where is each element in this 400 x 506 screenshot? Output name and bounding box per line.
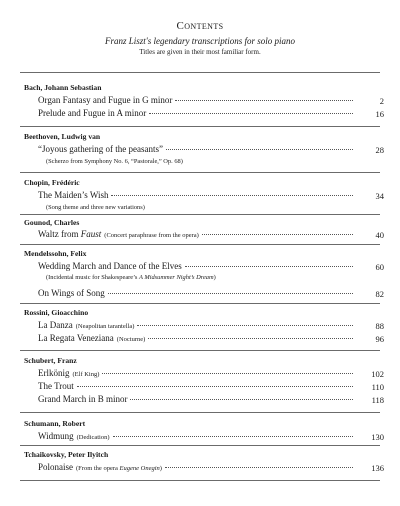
- leader-dots: [149, 112, 353, 114]
- composer-heading: Beethoven, Ludwig van: [24, 132, 101, 141]
- section-rule: [20, 303, 380, 304]
- header-rule: [20, 72, 380, 73]
- toc-entry[interactable]: [38, 95, 356, 107]
- leader-dots: [108, 292, 353, 294]
- entry-title: [38, 333, 145, 343]
- toc-entry[interactable]: [38, 333, 356, 345]
- entry-title: Wedding March and Dance of the Elves: [38, 261, 182, 271]
- section-rule: [20, 214, 380, 215]
- composer-heading: Tchaikovsky, Peter Ilyitch: [24, 450, 109, 459]
- entry-title: [38, 229, 199, 239]
- toc-entry[interactable]: [38, 288, 356, 300]
- toc-entry[interactable]: [38, 229, 356, 241]
- entry-extra: [76, 465, 162, 472]
- composer-heading: Rossini, Gioacchino: [24, 308, 89, 317]
- page-number: 60: [375, 262, 384, 272]
- entry-subtitle-text: ): [213, 274, 216, 281]
- page-number: 40: [375, 230, 384, 240]
- entry-title: On Wings of Song: [38, 288, 105, 298]
- leader-dots: [202, 233, 353, 235]
- page-number: 102: [371, 369, 384, 379]
- entry-subtitle: [46, 274, 216, 281]
- section-rule: [20, 445, 380, 446]
- entry-title: Grand March in B minor: [38, 394, 128, 404]
- leader-dots: [166, 148, 353, 150]
- page-number: 34: [375, 191, 384, 201]
- leader-dots: [165, 466, 353, 468]
- entry-title-text: Polonaise: [38, 462, 73, 472]
- page-number: 96: [375, 334, 384, 344]
- section-rule: [20, 412, 380, 413]
- page-note: Titles are given in their most familiar form.: [139, 48, 261, 56]
- entry-extra-text: (From the opera: [76, 465, 120, 472]
- entry-extra: (Nocturne): [116, 336, 146, 343]
- entry-title-text: Erlkönig: [38, 368, 70, 378]
- entry-extra: (Elf King): [72, 371, 100, 378]
- entry-extra: (Neapolitan tarantella): [75, 323, 135, 330]
- section-rule: [20, 480, 380, 481]
- toc-entry[interactable]: [38, 144, 356, 156]
- entry-title: Organ Fantasy and Fugue in G minor: [38, 95, 173, 105]
- composer-heading: Bach, Johann Sebastian: [24, 83, 102, 92]
- entry-extra-text: ): [159, 465, 162, 472]
- leader-dots: [111, 194, 353, 196]
- entry-title-text: Widmung: [38, 431, 74, 441]
- entry-title: [38, 462, 162, 472]
- page-subtitle: Franz Liszt's legendary transcriptions for solo piano: [105, 36, 295, 46]
- entry-title-italic: Faust: [80, 229, 102, 239]
- page-title: Contents: [176, 20, 224, 32]
- leader-dots: [77, 385, 353, 387]
- entry-title: “Joyous gathering of the peasants”: [38, 144, 163, 154]
- toc-entry[interactable]: [38, 394, 356, 406]
- composer-heading: Schubert, Franz: [24, 356, 77, 365]
- entry-title: The Maiden’s Wish: [38, 190, 109, 200]
- leader-dots: [130, 398, 353, 400]
- page-number: 28: [375, 145, 384, 155]
- entry-title-text: Waltz from: [38, 229, 81, 239]
- leader-dots: [137, 324, 353, 326]
- composer-heading: Gounod, Charles: [24, 218, 80, 227]
- page-number: 110: [371, 382, 384, 392]
- composer-heading: Chopin, Frédéric: [24, 178, 80, 187]
- entry-subtitle: (Song theme and three new variations): [46, 204, 145, 211]
- page-number: 82: [375, 289, 384, 299]
- page-number: 118: [371, 395, 384, 405]
- toc-entry[interactable]: [38, 261, 356, 273]
- entry-extra-italic: Eugene Onegin: [119, 465, 160, 472]
- entry-title: [38, 431, 110, 441]
- entry-title-text: La Danza: [38, 320, 73, 330]
- entry-title: [38, 368, 99, 378]
- page-number: 136: [371, 463, 384, 473]
- toc-entry[interactable]: [38, 368, 356, 380]
- entry-subtitle: (Scherzo from Symphony No. 6, “Pastorale,” Op. 68): [46, 158, 183, 165]
- toc-entry[interactable]: [38, 108, 356, 120]
- entry-extra: (Concert paraphrase from the opera): [104, 232, 199, 239]
- section-rule: [20, 350, 380, 351]
- leader-dots: [175, 99, 353, 101]
- entry-title: [38, 320, 134, 330]
- page-number: 16: [375, 109, 384, 119]
- composer-heading: Mendelssohn, Felix: [24, 249, 87, 258]
- section-rule: [20, 126, 380, 127]
- toc-entry[interactable]: [38, 462, 356, 474]
- leader-dots: [113, 435, 354, 437]
- toc-entry[interactable]: [38, 381, 356, 393]
- leader-dots: [185, 265, 353, 267]
- entry-extra: (Dedication): [76, 434, 110, 441]
- toc-entry[interactable]: [38, 320, 356, 332]
- page-number: 88: [375, 321, 384, 331]
- page-number: 130: [371, 432, 384, 442]
- composer-heading: Schumann, Robert: [24, 419, 86, 428]
- entry-title: The Trout: [38, 381, 74, 391]
- toc-entry[interactable]: [38, 190, 356, 202]
- entry-title: Prelude and Fugue in A minor: [38, 108, 147, 118]
- section-rule: [20, 244, 380, 245]
- leader-dots: [148, 337, 353, 339]
- leader-dots: [102, 372, 353, 374]
- entry-subtitle-italic: A Midsummer Night’s Dream: [139, 274, 214, 281]
- entry-title-text: La Regata Veneziana: [38, 333, 114, 343]
- entry-subtitle-text: (Incidental music for Shakespeare’s: [46, 274, 139, 281]
- page-number: 2: [379, 96, 384, 106]
- toc-entry[interactable]: [38, 431, 356, 443]
- section-rule: [20, 172, 380, 173]
